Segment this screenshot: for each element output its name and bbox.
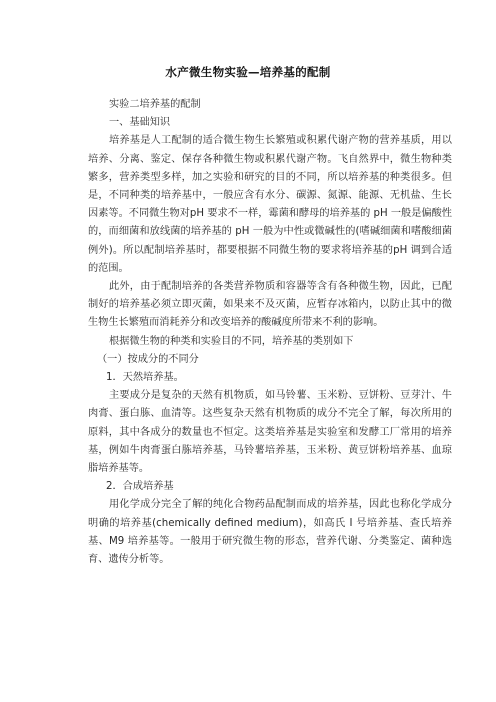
paragraph-sterilization: 此外，由于配制培养的各类营养物质和容器等含有各种微生物，因此，已配制好的培养基必须立即灭菌，如果来不及灭菌，应暂存冰箱内，以防止其中的微生物生长繁殖而消耗养分和改变培养的酸碱度所带来不利的影响。 [88,281,452,329]
paragraph-synthetic-medium: 用化学成分完全了解的纯化合物药品配制而成的培养基，因此也称化学成分明确的培养基(chemically defined medium)，如高氏 I 号培养基、查氏培养基、M9 培养基等。一般用于研究微生物的形态，营养代谢、分类鉴定、菌种选育、遗传分析等。 [88,499,452,566]
paragraph-natural-medium: 主要成分是复杂的天然有机物质，如马铃薯、玉米粉、豆饼粉、豆芽汁、牛肉膏、蛋白胨、血清等。这些复杂天然有机物质的成分不完全了解，每次所用的原料，其中各成分的数量也不恒定。这类培养基是实验室和发酵工厂常用的培养基，例如牛肉膏蛋白胨培养基，马铃薯培养基，玉米粉、黄豆饼粉培养基、血琼脂培养基等。 [88,390,452,475]
paragraph-classification: 根据微生物的种类和实验目的不同，培养基的类别如下 [109,335,354,347]
subsection-heading: 一、基础知识 [109,117,171,129]
item-heading-natural: 1．天然培养基。 [106,372,184,384]
document-body [88,96,452,569]
paragraph-intro: 培养基是人工配制的适合微生物生长繁殖或积累代谢产物的营养基质，用以培养、分离、鉴定、保存各种微生物或积累代谢产物。飞自然界中，微生物种类繁多，营养类型多样，加之实验和研究的目的不同，所以培养基的种类很多。但是，不同种类的培养基中，一般应含有水分、碳源、氮源、能源、无机盐、生长因素等。不同微生物对pH 要求不一样，霉菌和酵母的培养基的 pH 一般是偏酸性的，而细菌和放线菌的培养基的 pH 一般为中性或微碱性的(嗜碱细菌和嗜酸细菌例外)。所以配制培养基时，都要根据不同微生物的要求将培养基的pH 调到合适的范围。 [88,135,452,274]
item-heading-synthetic: 2．合成培养基 [106,481,174,493]
document-title: 水产微生物实验—培养基的配制 [165,65,331,79]
section-heading: 实验二培养基的配制 [109,99,201,110]
category-heading: （一）按成分的不同分 [97,353,199,365]
